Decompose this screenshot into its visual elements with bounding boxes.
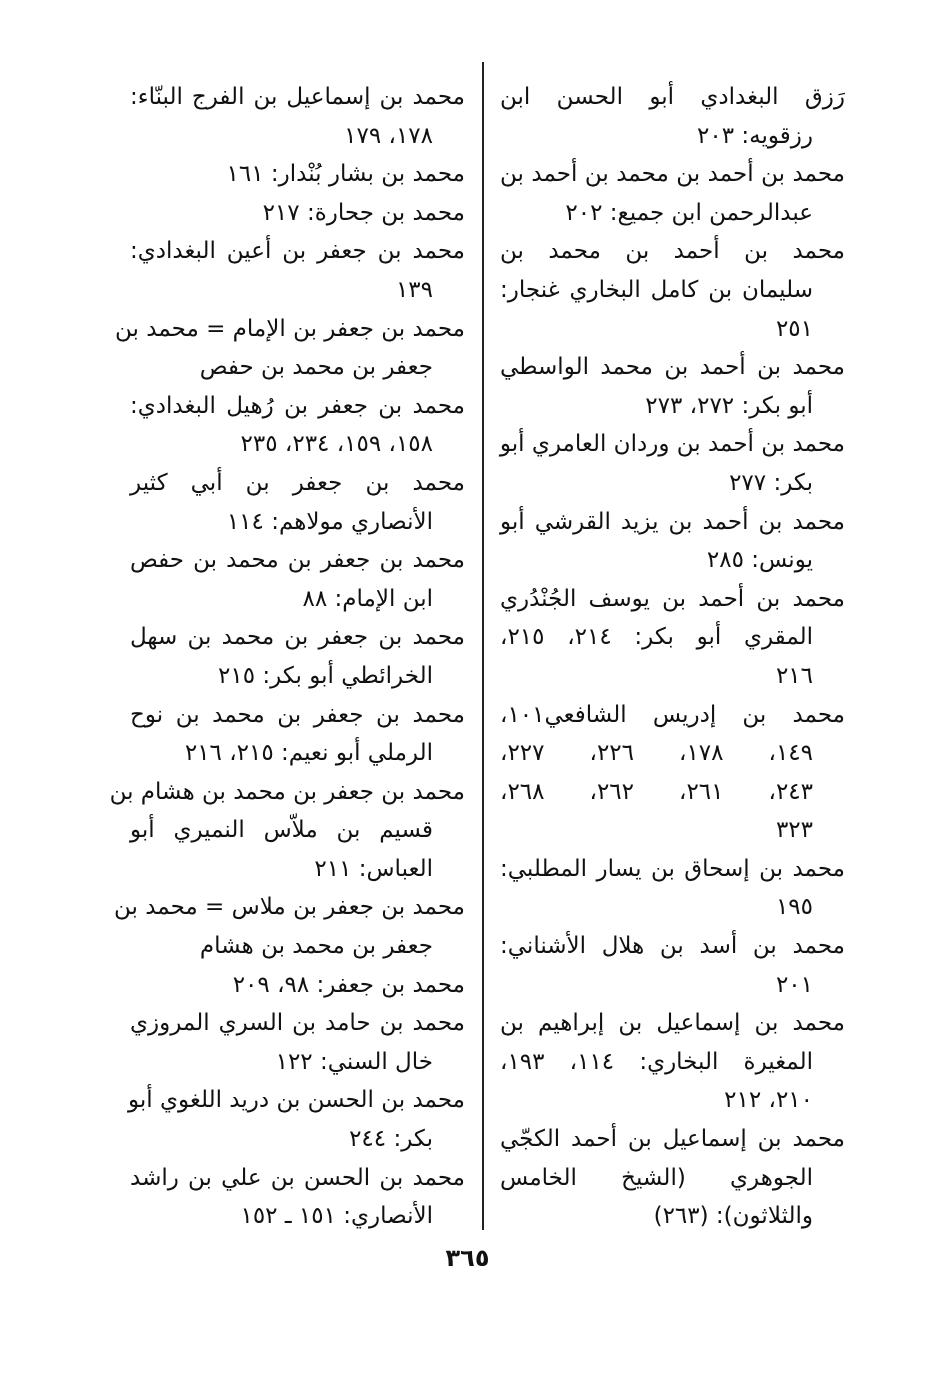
entry-heading-line: محمد بن حامد بن السري المروزي: [130, 1010, 465, 1037]
index-entry: [130, 1081, 465, 1158]
entry-heading-line: محمد بن أحمد بن وردان العامري أبو: [499, 431, 845, 458]
entry-heading-line: محمد بن بشار بُنْدار: ١٦١: [226, 161, 465, 188]
index-entry: [500, 1004, 845, 1120]
entry-heading-line: محمد بن جعفر: ٩٨، ٢٠٩: [232, 971, 465, 998]
entry-continuation-line: أبو بكر: ٢٧٢، ٢٧٣: [645, 392, 813, 419]
entry-heading-line: محمد بن إسحاق بن يسار المطلبي:: [500, 855, 845, 882]
entry-heading-line: محمد بن إسماعيل بن الفرج البنّاء:: [130, 84, 465, 110]
index-entry: [500, 927, 845, 1004]
entry-heading-line: محمد بن جعفر بن محمد بن سهل: [130, 624, 465, 651]
page-number: ٣٦٥: [445, 1244, 490, 1272]
entry-heading-line: محمد بن أحمد بن يوسف الجُنْدُري: [500, 585, 845, 612]
index-entry: [500, 580, 845, 696]
entry-continuation-line: ١٤٩، ١٧٨، ٢٢٦، ٢٢٧،: [500, 740, 813, 767]
index-entry: [500, 696, 845, 850]
entry-heading-line: محمد بن جعفر بن الإمام = محمد بن: [115, 315, 465, 342]
index-entry: [113, 888, 465, 965]
entry-continuation-line: ابن الإمام: ٨٨: [302, 585, 433, 612]
entry-heading-line: محمد بن أحمد بن يزيد القرشي أبو: [500, 508, 845, 535]
index-entry: [500, 1120, 845, 1236]
entry-continuation-line: الجوهري (الشيخ الخامس: [500, 1164, 813, 1191]
entry-continuation-line: يونس: ٢٨٥: [706, 547, 813, 574]
entry-heading-line: محمد بن الحسن بن دريد اللغوي أبو: [128, 1087, 465, 1114]
entry-continuation-line: ٣٢٣: [775, 817, 813, 844]
entry-continuation-line: جعفر بن محمد بن هشام: [199, 933, 433, 960]
index-entry: [130, 618, 465, 695]
entry-continuation-line: المقري أبو بكر: ٢١٤، ٢١٥،: [500, 624, 814, 651]
entry-continuation-line: ٢٠١: [775, 971, 813, 998]
entry-continuation-line: عبدالرحمن ابن جميع: ٢٠٢: [565, 199, 813, 226]
entry-heading-line: محمد بن إسماعيل بن إبراهيم بن: [500, 1010, 845, 1037]
entry-continuation-line: قسيم بن ملاّس النميري أبو: [130, 817, 433, 844]
index-entry: [500, 348, 845, 425]
entry-heading-line: محمد بن أحمد بن محمد الواسطي: [500, 354, 845, 381]
entry-continuation-line: ٢٤٣، ٢٦١، ٢٦٢، ٢٦٨،: [500, 778, 813, 805]
entry-heading-line: محمد بن جعفر بن أعين البغدادي:: [130, 238, 465, 265]
index-entry: [500, 78, 845, 155]
entry-continuation-line: خال السني: ١٢٢: [275, 1048, 433, 1075]
entry-continuation-line: الخرائطي أبو بكر: ٢١٥: [218, 662, 433, 689]
index-entry: [130, 966, 465, 1005]
index-entry: [130, 1004, 465, 1081]
entry-heading-line: محمد بن جعفر بن ملاس = محمد بن: [113, 894, 465, 921]
entry-continuation-line: بكر: ٢٧٧: [729, 469, 813, 496]
entry-continuation-line: والثلاثون): (٢٦٣): [653, 1203, 813, 1230]
entry-continuation-line: بكر: ٢٤٤: [349, 1126, 433, 1153]
entry-continuation-line: ١٣٩: [395, 276, 433, 303]
index-entry: [130, 232, 465, 309]
index-column-left: [109, 78, 465, 1236]
entry-continuation-line: الأنصاري: ١٥١ ـ ١٥٢: [240, 1203, 433, 1230]
entry-heading-line: محمد بن إسماعيل بن أحمد الكجّي: [500, 1126, 845, 1153]
index-entry: [130, 464, 465, 541]
entry-continuation-line: ١٧٨، ١٧٩: [344, 122, 433, 149]
index-entry: [500, 155, 845, 232]
index-entry: [130, 194, 465, 233]
entry-heading-line: محمد بن أحمد بن محمد بن: [500, 238, 845, 265]
index-entry: [500, 850, 845, 927]
entry-heading-line: محمد بن أحمد بن محمد بن أحمد بن: [500, 161, 845, 188]
entry-continuation-line: ٢١٦: [775, 662, 813, 689]
entry-heading-line: محمد بن جحارة: ٢١٧: [262, 199, 465, 226]
entry-continuation-line: ٢٥١: [775, 315, 813, 342]
entry-continuation-line: جعفر بن محمد بن حفص: [199, 354, 433, 381]
entry-continuation-line: الرملي أبو نعيم: ٢١٥، ٢١٦: [184, 740, 433, 767]
index-entry: [130, 541, 465, 618]
entry-continuation-line: العباس: ٢١١: [314, 855, 433, 882]
entry-continuation-line: المغيرة البخاري: ١١٤، ١٩٣،: [500, 1048, 813, 1075]
index-entry: [130, 1159, 465, 1236]
index-entry: [130, 155, 465, 194]
index-entry: [115, 310, 465, 387]
entry-heading-line: محمد بن جعفر بن محمد بن هشام بن: [109, 778, 465, 805]
column-divider: [482, 62, 484, 1230]
entry-continuation-line: رزقويه: ٢٠٣: [697, 122, 813, 149]
entry-continuation-line: ١٥٨، ١٥٩، ٢٣٤، ٢٣٥: [240, 431, 433, 458]
index-entry: [130, 696, 465, 773]
index-entry: [109, 773, 465, 889]
entry-continuation-line: سليمان بن كامل البخاري غنجار:: [500, 276, 813, 303]
entry-continuation-line: ١٩٥: [775, 894, 813, 921]
entry-heading-line: محمد بن جعفر بن محمد بن نوح: [130, 701, 465, 728]
entry-heading-line: رَزق البغدادي أبو الحسن ابن: [500, 84, 845, 110]
entry-heading-line: محمد بن جعفر بن أبي كثير: [130, 469, 465, 496]
entry-continuation-line: ٢١٠، ٢١٢: [724, 1087, 813, 1114]
index-entry: [500, 232, 845, 348]
index-column-right: [500, 78, 845, 1236]
index-entry: [130, 387, 465, 464]
entry-heading-line: محمد بن إدريس الشافعي١٠١،: [500, 701, 845, 728]
entry-continuation-line: الأنصاري مولاهم: ١١٤: [226, 508, 433, 535]
entry-heading-line: محمد بن جعفر بن محمد بن حفص: [130, 547, 465, 574]
index-entry: [500, 503, 845, 580]
entry-heading-line: محمد بن أسد بن هلال الأشناني:: [500, 933, 845, 960]
index-entry: [500, 425, 845, 502]
entry-heading-line: محمد بن جعفر بن رُهيل البغدادي:: [130, 392, 465, 419]
entry-heading-line: محمد بن الحسن بن علي بن راشد: [130, 1164, 465, 1191]
index-entry: [130, 78, 465, 155]
